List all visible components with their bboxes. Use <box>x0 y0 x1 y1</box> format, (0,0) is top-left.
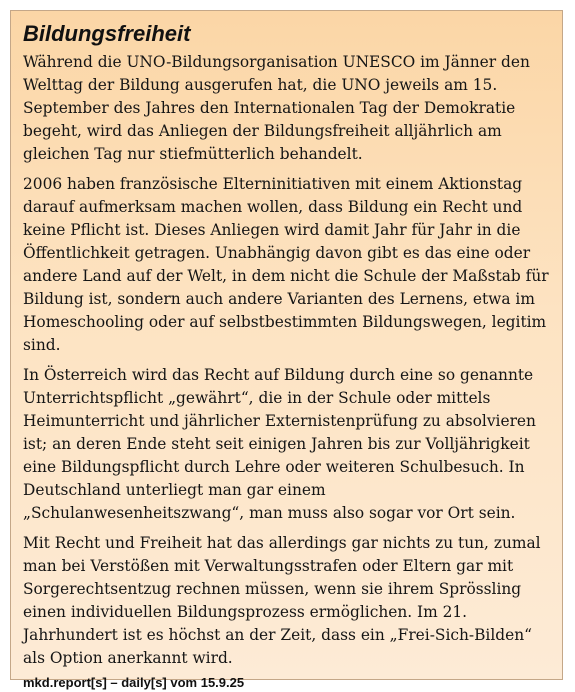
paragraph-1: Während die UNO-Bildungsorganisation UNESCO im Jänner den Welttag der Bildung ausgerufen hat, die UNO jeweils am 15. September des Jahres den Internationalen Tag der Demokratie begeht, wird das Anliegen der Bildungsfreiheit alljährlich am gleichen Tag nur stiefmütterlich behandelt. <box>23 53 530 163</box>
source-line: mkd.report[s] – daily[s] vom 15.9.25 <box>23 675 245 690</box>
paragraph-4: Mit Recht und Freiheit hat das allerdings gar nichts zu tun, zumal man bei Verstößen mit Verwaltungsstrafen oder Eltern gar mit Sorgerechtsentzug rechnen müssen, wenn sie ihrem Sprössling einen individuellen Bildungsprozess ermöglichen. Im 21. Jahrhundert ist es höchst an der Zeit, dass ein „Frei-Sich-Bilden“ als Option anerkannt wird. <box>23 534 541 667</box>
article-box <box>10 10 563 690</box>
article-title: Bildungsfreiheit <box>23 21 191 46</box>
paragraph-2: 2006 haben französische Elterninitiativen mit einem Aktionstag darauf aufmerksam machen wollen, dass Bildung ein Recht und keine Pflicht ist. Dieses Anliegen wird damit Jahr für Jahr in die Öffentlichkeit getragen. Unabhängig davon gibt es das eine oder andere Land auf der Welt, in dem nicht die Schule der Maßstab für Bildung ist, sondern auch andere Varianten des Lernens, etwa im Homeschooling oder auf selbstbestimmten Bildungswegen, legitim sind. <box>23 175 549 354</box>
paragraph-3: In Österreich wird das Recht auf Bildung durch eine so genannte Unterrichtspflicht „gewährt“, die in der Schule oder mittels Heimunterricht und jährlicher Externistenprüfung zu absolvieren ist; an deren Ende steht seit einigen Jahren bis zur Volljährigkeit eine Bildungspflicht durch Lehre oder weiteren Schulbesuch. In Deutschland unterliegt man gar einem „Schulanwesenheitszwang“, man muss also sogar vor Ort sein. <box>23 366 536 522</box>
